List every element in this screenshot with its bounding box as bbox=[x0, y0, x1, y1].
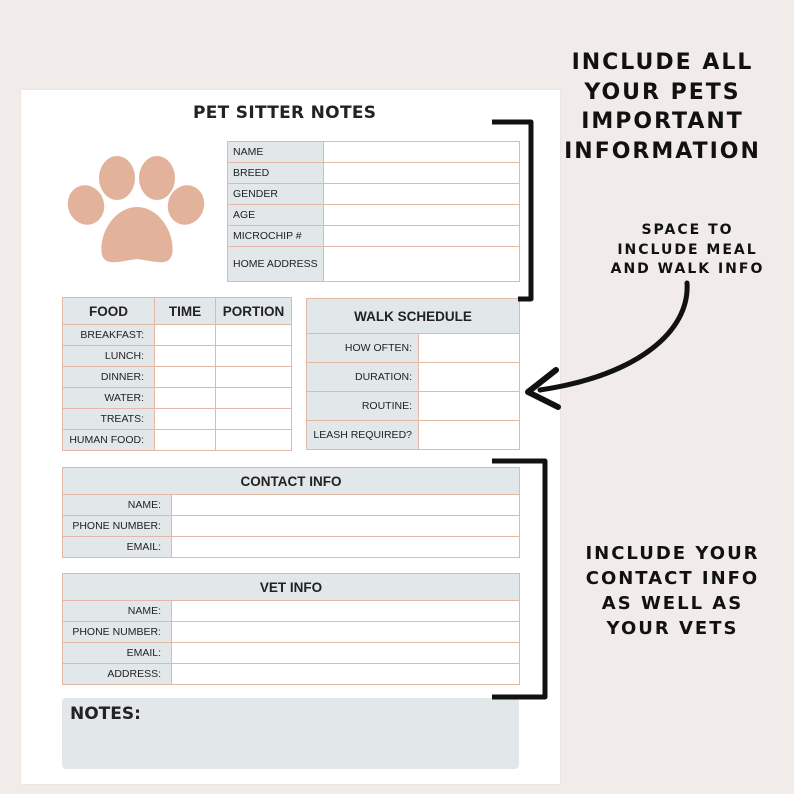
callout-meal-line: SPACE TO bbox=[641, 222, 734, 238]
food-label-lunch: LUNCH: bbox=[63, 346, 155, 367]
callout-pet-line: INFORMATION bbox=[564, 138, 761, 164]
vet-label-email: EMAIL: bbox=[63, 643, 172, 664]
vet-label-phone: PHONE NUMBER: bbox=[63, 622, 172, 643]
food-header-portion: PORTION bbox=[216, 298, 292, 325]
pet-label-home-address: HOME ADDRESS bbox=[228, 247, 324, 282]
food-header-food: FOOD bbox=[63, 298, 155, 325]
food-header-time: TIME bbox=[155, 298, 216, 325]
walk-label-how-often: HOW OFTEN: bbox=[307, 334, 419, 363]
callout-contact-line: AS WELL AS bbox=[601, 593, 744, 614]
callout-meal-walk bbox=[605, 221, 770, 280]
vet-label-name: NAME: bbox=[63, 601, 172, 622]
callout-contact bbox=[575, 541, 770, 641]
callout-pet-line: INCLUDE ALL bbox=[571, 50, 754, 75]
pet-label-breed: BREED bbox=[228, 163, 324, 184]
walk-label-routine: ROUTINE: bbox=[307, 392, 419, 421]
walk-label-duration: DURATION: bbox=[307, 363, 419, 392]
contact-label-phone: PHONE NUMBER: bbox=[63, 516, 172, 537]
callout-pet-line: IMPORTANT bbox=[581, 109, 744, 134]
walk-header: WALK SCHEDULE bbox=[307, 299, 520, 334]
contact-header: CONTACT INFO bbox=[63, 468, 520, 495]
pet-label-gender: GENDER bbox=[228, 184, 324, 205]
callout-meal-line: INCLUDE MEAL bbox=[617, 241, 758, 258]
callout-meal-line: AND WALK INFO bbox=[610, 261, 765, 277]
curved-arrow-icon bbox=[528, 283, 687, 407]
food-label-dinner: DINNER: bbox=[63, 367, 155, 388]
contact-label-email: EMAIL: bbox=[63, 537, 172, 558]
bottom-bracket bbox=[492, 461, 545, 697]
contact-label-name: NAME: bbox=[63, 495, 172, 516]
food-label-water: WATER: bbox=[63, 388, 155, 409]
pet-label-name: NAME bbox=[228, 142, 324, 163]
callout-contact-line: CONTACT INFO bbox=[585, 568, 760, 589]
food-label-human-food: HUMAN FOOD: bbox=[63, 430, 155, 451]
callout-contact-line: YOUR VETS bbox=[606, 618, 739, 639]
vet-label-address: ADDRESS: bbox=[63, 664, 172, 685]
pet-label-microchip: MICROCHIP # bbox=[228, 226, 324, 247]
notes-label: NOTES: bbox=[70, 704, 141, 724]
food-label-treats: TREATS: bbox=[63, 409, 155, 430]
callout-pet-info bbox=[560, 48, 765, 166]
walk-label-leash: LEASH REQUIRED? bbox=[307, 421, 419, 450]
food-label-breakfast: BREAKFAST: bbox=[63, 325, 155, 346]
top-bracket bbox=[492, 122, 531, 299]
vet-header: VET INFO bbox=[63, 574, 520, 601]
page-title: PET SITTER NOTES bbox=[193, 103, 377, 123]
pet-label-age: AGE bbox=[228, 205, 324, 226]
callout-contact-line: INCLUDE YOUR bbox=[585, 543, 760, 564]
callout-pet-line: YOUR PETS bbox=[584, 79, 741, 105]
